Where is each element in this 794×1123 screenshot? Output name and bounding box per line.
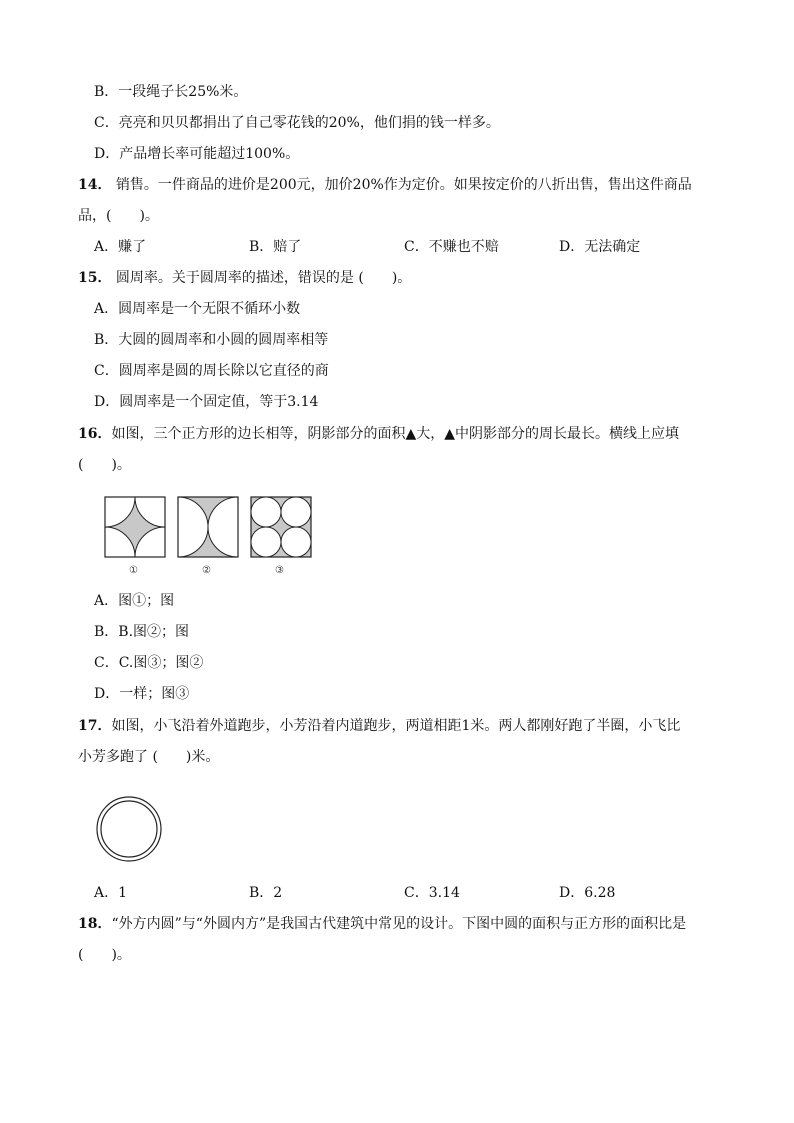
q16-option-d: D．一样；图③ — [94, 686, 190, 702]
q14-stem-line2: 品，( )。 — [78, 208, 159, 224]
q14-option-c: C．不赚也不赔 — [404, 239, 499, 255]
q14-option-b: B．赔了 — [249, 239, 302, 255]
q16-option-a: A．图①；图 — [94, 593, 175, 609]
q16-stem-line2: ( )。 — [78, 457, 131, 473]
q13-option-b: B．一段绳子长25%米。 — [94, 84, 248, 100]
q14-number: 14． — [78, 177, 112, 193]
q17-option-d: D．6.28 — [559, 885, 616, 901]
q15-option-d: D．圆周率是一个固定值，等于3.14 — [94, 394, 319, 410]
q16-text-line1: 如图，三个正方形的边长相等，阴影部分的面积▲大，▲中阴影部分的周长最长。横线上应填 — [111, 426, 680, 442]
q18-number: 18． — [78, 916, 112, 932]
q17-option-a: A．1 — [94, 885, 128, 901]
q14-stem-line1 — [78, 175, 692, 195]
q13-option-c: C．亮亮和贝贝都捐出了自己零花钱的20%，他们捐的钱一样多。 — [94, 115, 500, 131]
figure-3-caption: ③ — [275, 565, 284, 576]
q16-option-c: C．C.图③；图② — [94, 655, 204, 671]
q14-option-d: D．无法确定 — [559, 239, 641, 255]
q15-stem — [78, 268, 411, 288]
q14-option-a: A．赚了 — [94, 239, 147, 255]
q15-option-b: B．大圆的圆周率和小圆的圆周率相等 — [94, 332, 329, 348]
figure-1-caption: ① — [129, 565, 138, 576]
square-figure-3 — [251, 497, 311, 557]
square-figure-1 — [105, 497, 165, 557]
q15-text: 圆周率。关于圆周率的描述，错误的是 ( )。 — [111, 270, 412, 286]
q16-option-b: B．B.图②；图 — [94, 624, 190, 640]
q17-stem-line2: 小芳多跑了 ( )米。 — [78, 749, 220, 765]
q18-stem-line1 — [78, 914, 686, 934]
q17-stem-line1 — [78, 716, 680, 736]
q16-number: 16． — [78, 426, 112, 442]
figure-2-caption: ② — [202, 565, 211, 576]
q14-text-line1: 销售。一件商品的进价是200元，加价20%作为定价。如果按定价的八折出售，售出这件商品 — [111, 177, 692, 193]
square-figure-2 — [178, 497, 238, 557]
q17-text-line1: 如图，小飞沿着外道跑步，小芳沿着内道跑步，两道相距1米。两人都刚好跑了半圈，小飞比 — [111, 718, 681, 734]
q15-option-a: A．圆周率是一个无限不循环小数 — [94, 301, 301, 317]
q17-option-b: B．2 — [249, 885, 283, 901]
q17-track-figure — [92, 792, 166, 866]
q18-stem-line2: ( )。 — [78, 947, 131, 963]
q15-option-c: C．圆周率是圆的周长除以它直径的商 — [94, 363, 329, 379]
q18-text-line1: “外方内圆”与“外圆内方”是我国古代建筑中常见的设计。下图中圆的面积与正方形的面积比是 — [111, 916, 687, 932]
q15-number: 15． — [78, 270, 112, 286]
q16-stem-line1 — [78, 424, 679, 444]
q13-option-d: D．产品增长率可能超过100%。 — [94, 146, 300, 162]
q17-number: 17． — [78, 718, 112, 734]
q17-option-c: C．3.14 — [404, 885, 460, 901]
